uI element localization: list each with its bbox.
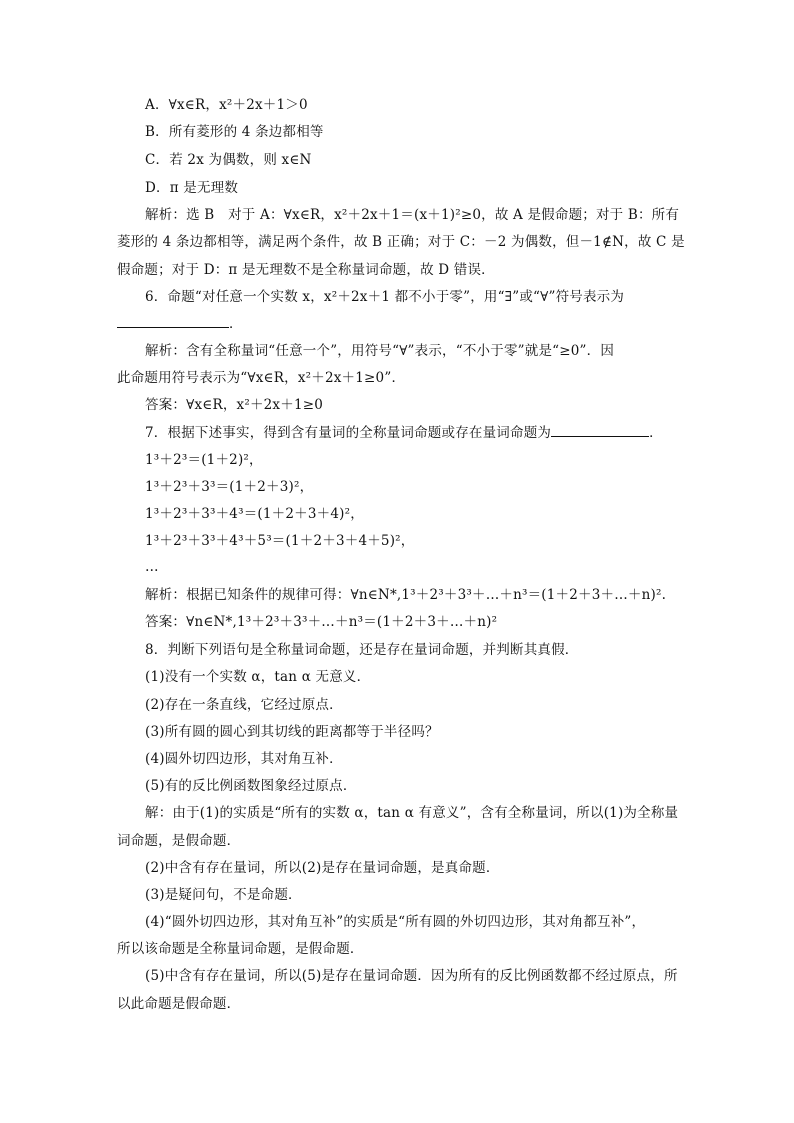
q8-question: 8．判断下列语句是全称量词命题，还是存在量词命题，并判断其真假．: [145, 642, 579, 658]
q8-item-1: (1)没有一个实数 α，tan α 无意义．: [145, 669, 371, 685]
q8-item-5: (5)有的反比例函数图象经过原点．: [145, 778, 357, 794]
q8-solution-4b: 所以该命题是全称量词命题，是假命题．: [117, 941, 364, 957]
q7-question: [145, 423, 663, 443]
option-a: A．∀x∈R，x²＋2x＋1＞0: [145, 97, 308, 113]
q8-solution-3: (3)是疑问句，不是命题．: [145, 887, 302, 903]
option-d: D．π 是无理数: [145, 180, 239, 196]
q7-line-end: ．: [649, 425, 663, 441]
q8-item-4: (4)圆外切四边形，其对角互补．: [145, 751, 343, 767]
option-b: B．所有菱形的 4 条边都相等: [145, 124, 324, 140]
q8-solution-1b: 词命题，是假命题．: [117, 833, 241, 849]
q6-analysis-line1: 解析：含有全称量词“任意一个”，用符号“∀”表示，“不小于零”就是“≥0”．因: [145, 343, 615, 359]
q7-fact-1: 1³＋2³＝(1＋2)²，: [145, 452, 263, 468]
q6-analysis-line2: 此命题用符号表示为“∀x∈R，x²＋2x＋1≥0”．: [117, 370, 406, 386]
q5-analysis-line2: 菱形的 4 条边都相等，满足两个条件，故 B 正确；对于 C：－2 为偶数，但－1∉N，故 C 是: [117, 234, 685, 250]
q8-solution-5b: 以此命题是假命题．: [117, 996, 241, 1012]
q8-solution-1a: 解：由于(1)的实质是“所有的实数 α，tan α 有意义”，含有全称量词，所以(1)为全称量: [145, 805, 679, 821]
q7-analysis: 解析：根据已知条件的规律可得：∀n∈N*,1³＋2³＋3³＋…＋n³＝(1＋2＋3＋…＋n)².: [145, 587, 667, 603]
q7-fact-2: 1³＋2³＋3³＝(1＋2＋3)²，: [145, 479, 314, 495]
answer-blank: [551, 424, 649, 437]
q7-fact-3: 1³＋2³＋3³＋4³＝(1＋2＋3＋4)²，: [145, 506, 364, 522]
q6-answer-blank-line: [117, 314, 243, 334]
option-c: C．若 2x 为偶数，则 x∈N: [145, 152, 312, 168]
q7-answer: 答案：∀n∈N*,1³＋2³＋3³＋…＋n³＝(1＋2＋3＋…＋n)²: [145, 614, 498, 630]
q8-item-3: (3)所有圆的圆心到其切线的距离都等于半径吗？: [145, 724, 439, 740]
q6-answer: 答案：∀x∈R，x²＋2x＋1≥0: [145, 397, 324, 413]
q7-fact-ellipsis: …: [145, 559, 159, 575]
q8-solution-2: (2)中含有存在量词，所以(2)是存在量词命题，是真命题．: [145, 860, 500, 876]
q7-fact-4: 1³＋2³＋3³＋4³＋5³＝(1＋2＋3＋4＋5)²，: [145, 533, 415, 549]
q8-item-2: (2)存在一条直线，它经过原点．: [145, 697, 343, 713]
q8-solution-4a: (4)“圆外切四边形，其对角互补”的实质是“所有圆的外切四边形，其对角都互补”，: [145, 914, 646, 930]
q6-line-end: ．: [229, 316, 243, 332]
q8-solution-5a: (5)中含有存在量词，所以(5)是存在量词命题．因为所有的反比例函数都不经过原点，所: [145, 968, 678, 984]
q7-question-text: 7．根据下述事实，得到含有量词的全称量词命题或存在量词命题为: [145, 425, 552, 441]
answer-blank: [117, 315, 229, 328]
q5-analysis-line3: 假命题；对于 D：π 是无理数不是全称量词命题，故 D 错误．: [117, 262, 495, 278]
q5-analysis-line1: 解析：选 B 对于 A：∀x∈R，x²＋2x＋1＝(x＋1)²≥0，故 A 是假命题；对于 B：所有: [145, 207, 680, 223]
q6-question: 6．命题“对任意一个实数 x，x²＋2x＋1 都不小于零”，用“∃”或“∀”符号表示为: [145, 289, 625, 305]
